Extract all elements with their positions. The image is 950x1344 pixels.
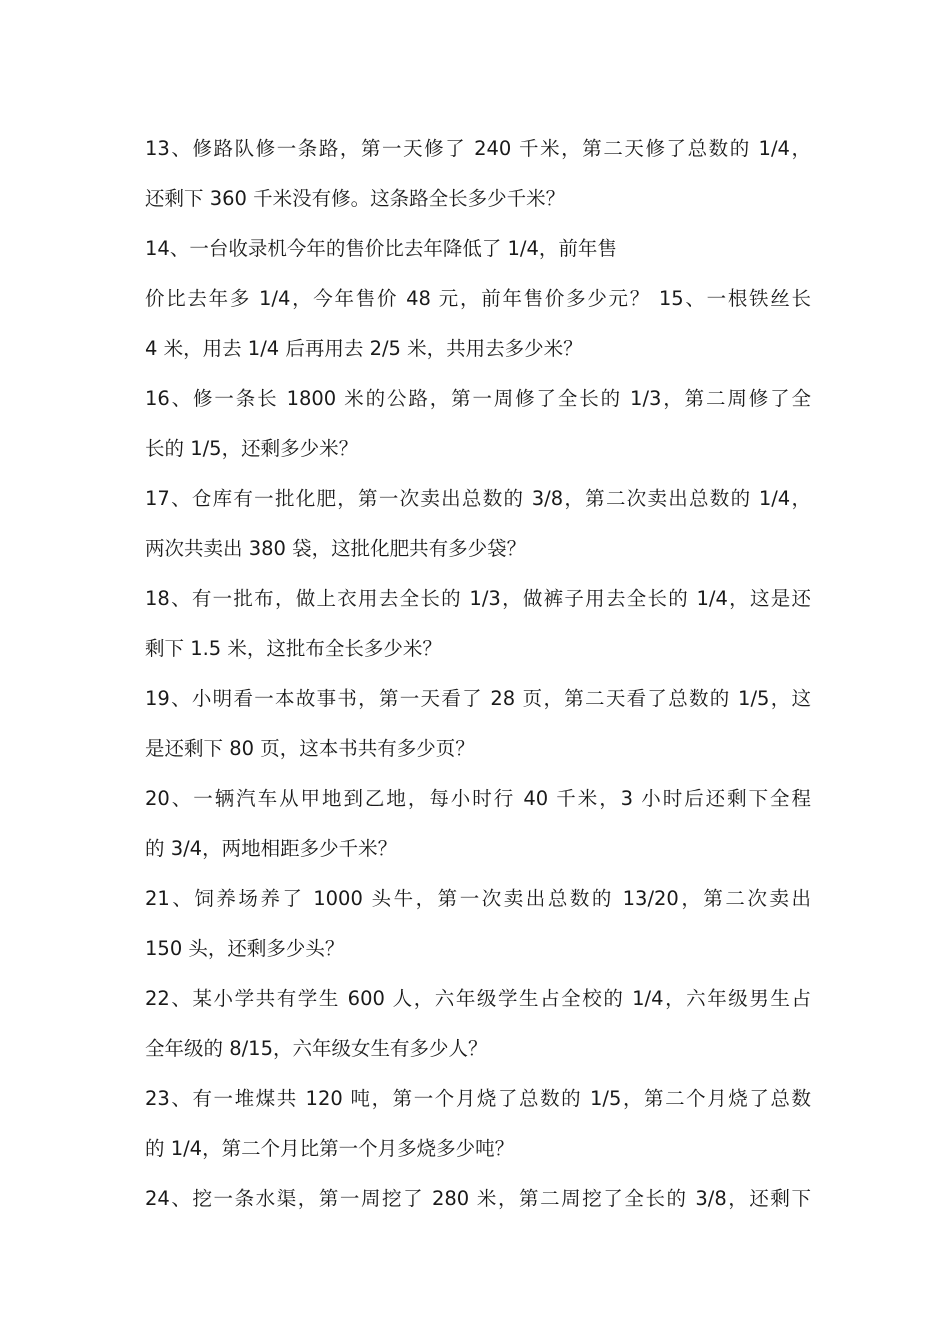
text-line: 24、挖一条水渠，第一周挖了 280 米，第二周挖了全长的 3/8，还剩下: [145, 1187, 811, 1210]
text-line: 17、仓库有一批化肥，第一次卖出总数的 3/8，第二次卖出总数的 1/4，: [145, 487, 811, 510]
text-line: 21、饲养场养了 1000 头牛，第一次卖出总数的 13/20，第二次卖出: [145, 887, 811, 910]
text-line: 4 米，用去 1/4 后再用去 2/5 米，共用去多少米？: [145, 337, 583, 360]
text-line: 全年级的 8/15，六年级女生有多少人？: [145, 1037, 488, 1060]
text-line: 两次共卖出 380 袋，这批化肥共有多少袋？: [145, 537, 527, 560]
text-line: 19、小明看一本故事书，第一天看了 28 页，第二天看了总数的 1/5，这: [145, 687, 811, 710]
text-line: 还剩下 360 千米没有修。这条路全长多少千米？: [145, 187, 566, 210]
text-line: 14、一台收录机今年的售价比去年降低了 1/4，前年售: [145, 237, 617, 260]
text-line: 剩下 1.5 米，这批布全长多少米？: [145, 637, 442, 660]
text-line: 22、某小学共有学生 600 人，六年级学生占全校的 1/4，六年级男生占: [145, 987, 811, 1010]
text-line: 20、一辆汽车从甲地到乙地，每小时行 40 千米，3 小时后还剩下全程: [145, 787, 811, 810]
text-line: 150 头，还剩多少头？: [145, 937, 345, 960]
text-line: 长的 1/5，还剩多少米？: [145, 437, 359, 460]
text-line: 18、有一批布，做上衣用去全长的 1/3，做裤子用去全长的 1/4，这是还: [145, 587, 811, 610]
text-line: 是还剩下 80 页，这本书共有多少页？: [145, 737, 475, 760]
text-line: 16、修一条长 1800 米的公路，第一周修了全长的 1/3，第二周修了全: [145, 387, 811, 410]
text-line: 13、修路队修一条路，第一天修了 240 千米，第二天修了总数的 1/4，: [145, 137, 811, 160]
text-line: 的 1/4，第二个月比第一个月多烧多少吨？: [145, 1137, 515, 1160]
text-line: 的 3/4，两地相距多少千米？: [145, 837, 398, 860]
text-line: 价比去年多 1/4，今年售价 48 元，前年售价多少元？ 15、一根铁丝长: [145, 287, 811, 310]
problem-text-block: [145, 124, 811, 1224]
text-line: 23、有一堆煤共 120 吨，第一个月烧了总数的 1/5，第二个月烧了总数: [145, 1087, 811, 1110]
